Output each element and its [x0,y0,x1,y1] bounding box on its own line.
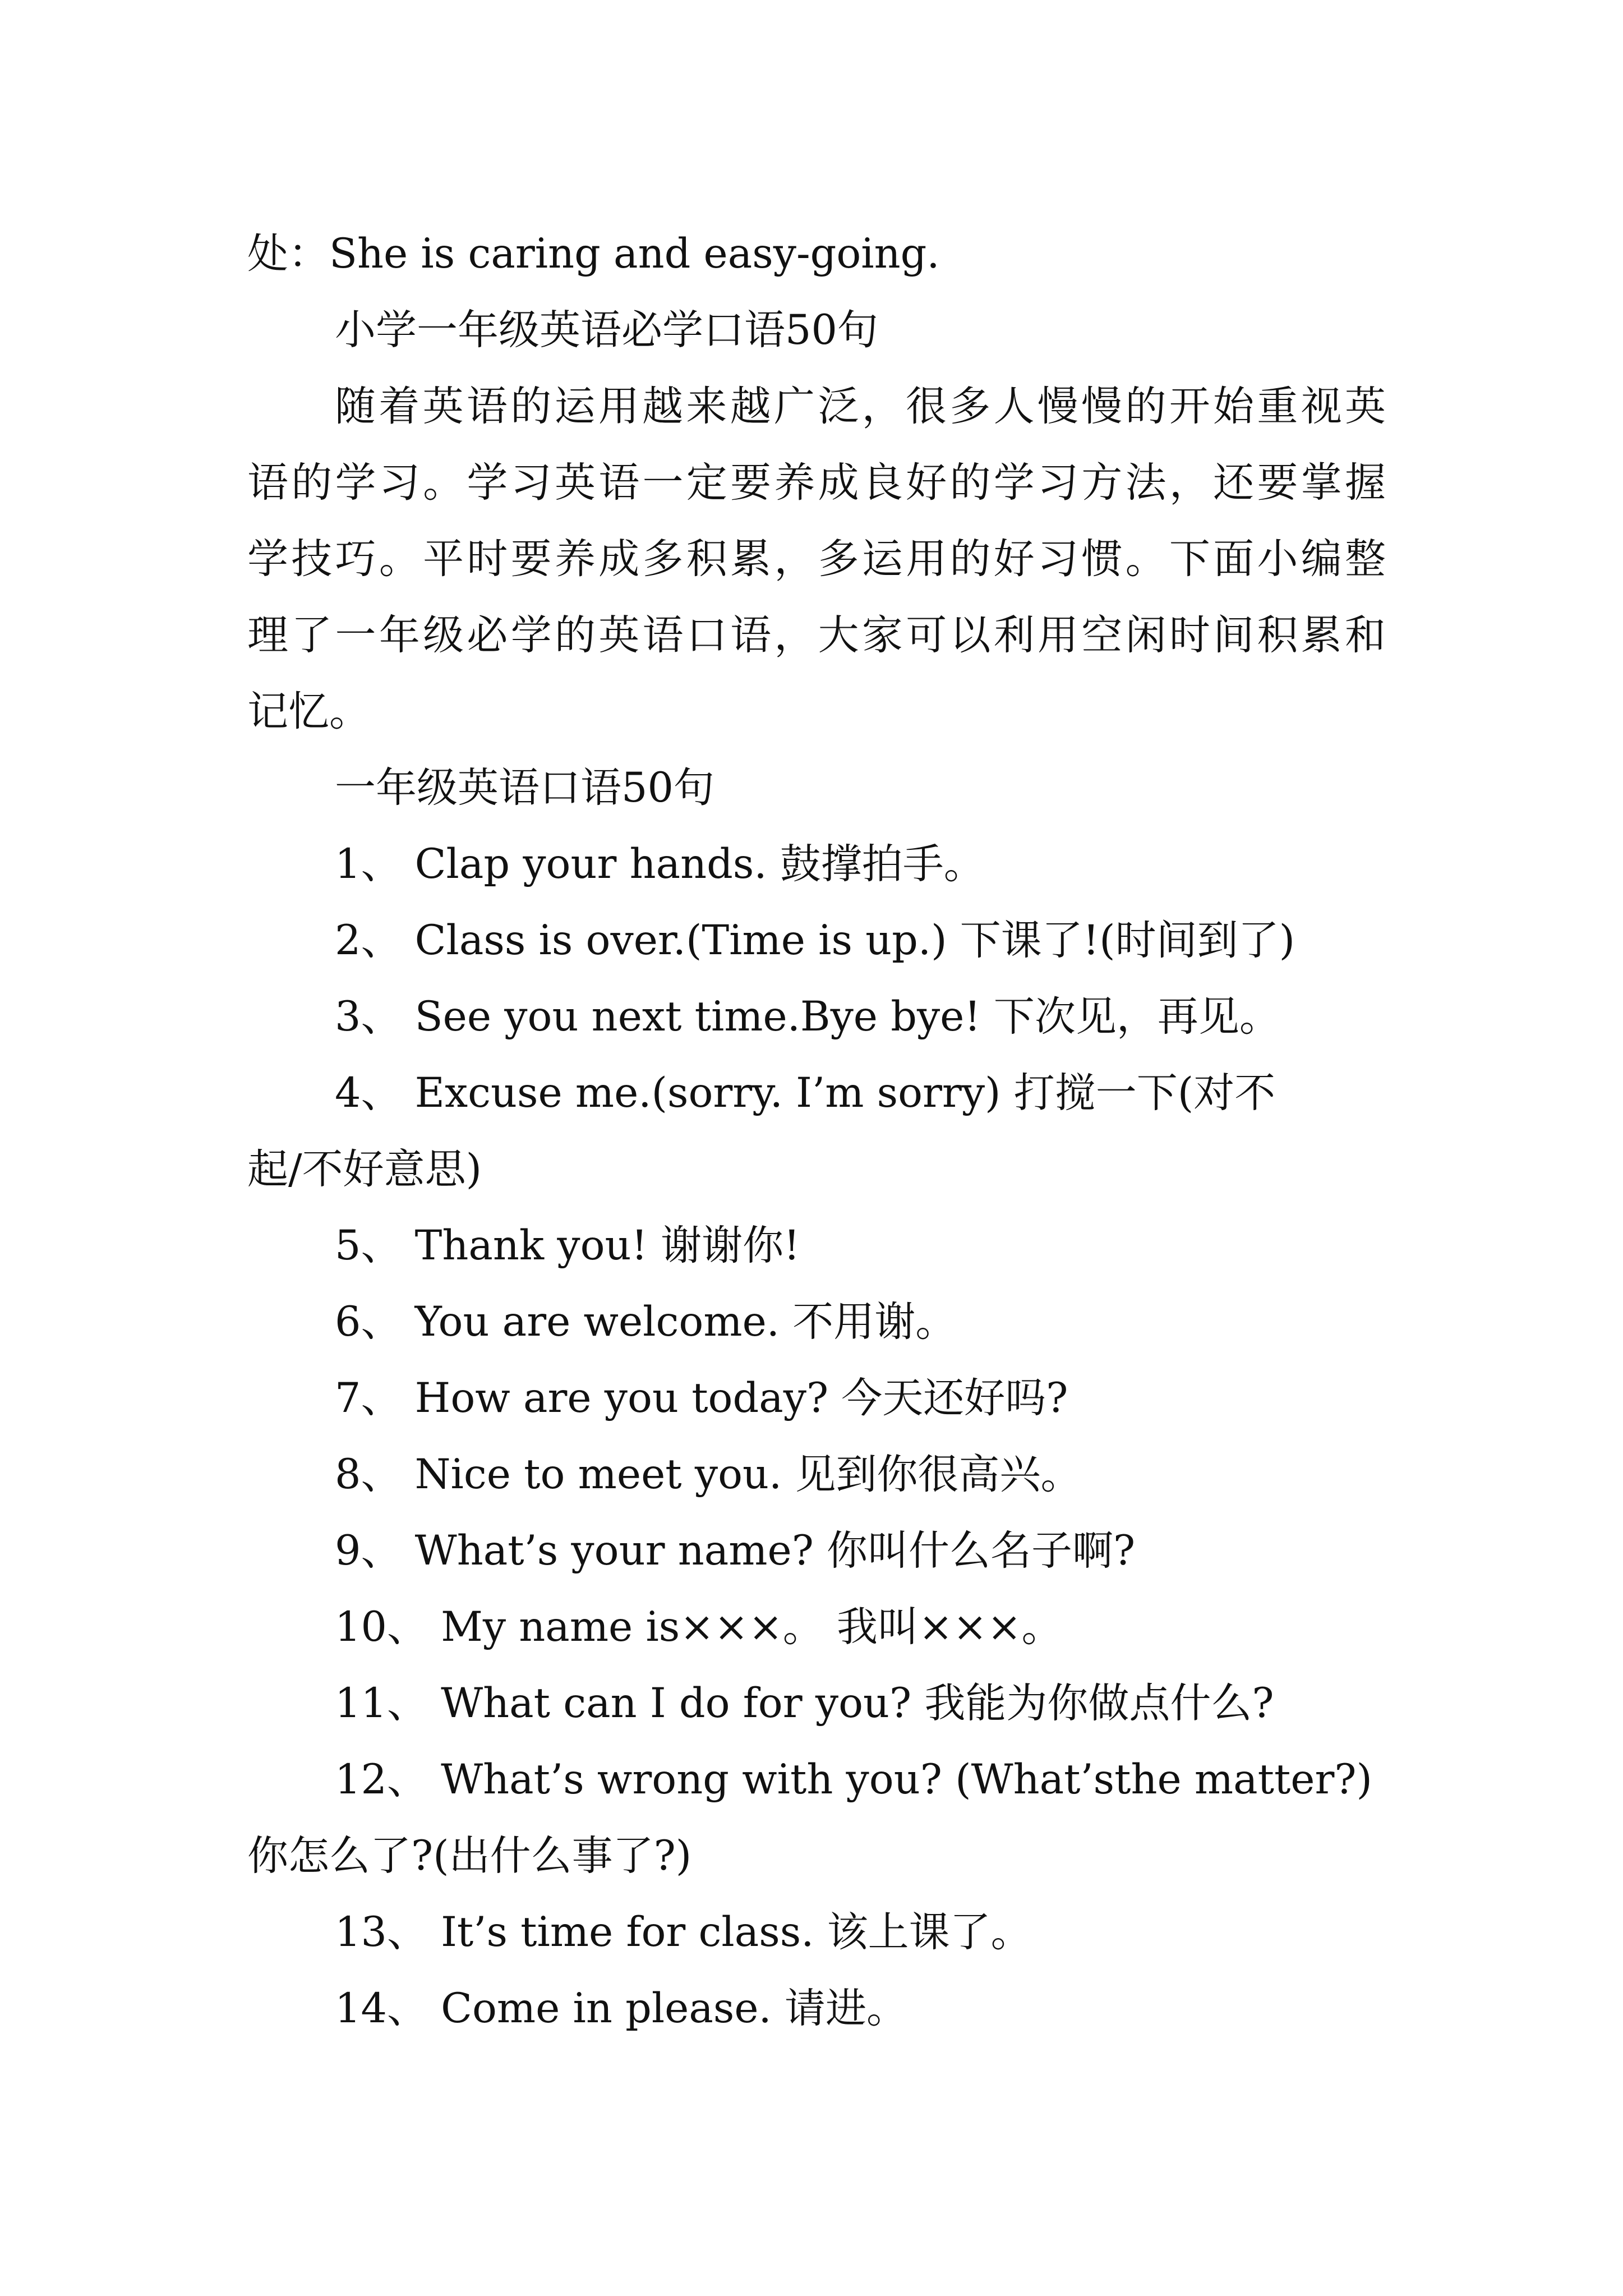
list-item-1 [247,826,1386,903]
list-item-number: 9、 [335,1527,402,1575]
list-item-text: It’s time for class. 该上课了。 [427,1908,1032,1956]
list-item-number: 7、 [335,1374,402,1422]
list-item-text: What’s wrong with you? (What’sthe matter?) [427,1756,1373,1803]
list-item-6 [247,1284,1386,1360]
list-item-number: 4、 [335,1069,402,1117]
list-item-2 [247,903,1386,979]
list-item-11 [247,1665,1386,1742]
list-item-text: Nice to meet you. 见到你很高兴。 [402,1451,1082,1498]
list-item-13 [247,1894,1386,1971]
list-item-number: 6、 [335,1298,402,1346]
list-item-text: What’s your name? 你叫什么名子啊? [402,1527,1136,1575]
list-item-text: Come in please. 请进。 [427,1985,907,2032]
list-item-text: You are welcome. 不用谢。 [402,1298,957,1346]
intro-paragraph-line-5: 记忆。 [247,688,370,735]
list-item-5 [247,1208,1386,1284]
list-item-number: 1、 [335,840,402,888]
list-item-10 [247,1589,1386,1665]
list-item-text: How are you today? 今天还好吗? [402,1374,1068,1422]
list-item-14 [247,1971,1386,2047]
intro-paragraph-line-1: 随着英语的运用越来越广泛，很多人慢慢的开始重视英 [335,383,1386,430]
intro-paragraph-line-4: 理了一年级必学的英语口语，大家可以利用空闲时间积累和 [247,611,1386,659]
list-item-text: See you next time.Bye bye! 下次见，再见。 [402,993,1280,1041]
document-body [247,216,1386,2047]
list-item-12-continuation: 你怎么了?(出什么事了?) [247,1832,692,1880]
list-item-number: 2、 [335,917,402,964]
list-item-9 [247,1513,1386,1589]
list-item-number: 5、 [335,1222,402,1269]
list-item-text: Clap your hands. 鼓撑拍手。 [402,840,985,888]
list-item-number: 10、 [335,1603,428,1651]
section-title: 小学一年级英语必学口语50句 [335,306,878,354]
list-item-text: My name is×××。 我叫×××。 [427,1603,1063,1651]
intro-paragraph-line-2: 语的学习。学习英语一定要养成良好的学习方法，还要掌握 [247,459,1386,507]
list-item-12 [247,1742,1386,1818]
list-item-text: What can I do for you? 我能为你做点什么? [427,1680,1274,1727]
list-item-7 [247,1360,1386,1437]
list-item-8 [247,1437,1386,1513]
list-item-4-continuation: 起/不好意思) [247,1145,482,1193]
list-item-3 [247,979,1386,1055]
list-item-text: Thank you! 谢谢你! [402,1222,800,1269]
list-item-text: Excuse me.(sorry. I’m sorry) 打搅一下(对不 [402,1069,1276,1117]
list-item-number: 13、 [335,1908,428,1956]
intro-paragraph-line-3: 学技巧。平时要养成多积累，多运用的好习惯。下面小编整 [247,535,1386,583]
list-item-number: 3、 [335,993,402,1041]
list-subtitle: 一年级英语口语50句 [335,764,714,812]
list-item-number: 12、 [335,1756,428,1803]
list-item-number: 8、 [335,1451,402,1498]
list-item-number: 14、 [335,1985,428,2032]
text-line-continuation: 处：She is caring and easy-going. [247,230,940,278]
list-item-number: 11、 [335,1680,428,1727]
list-item-text: Class is over.(Time is up.) 下课了!(时间到了) [402,917,1295,964]
list-item-4 [247,1055,1386,1131]
